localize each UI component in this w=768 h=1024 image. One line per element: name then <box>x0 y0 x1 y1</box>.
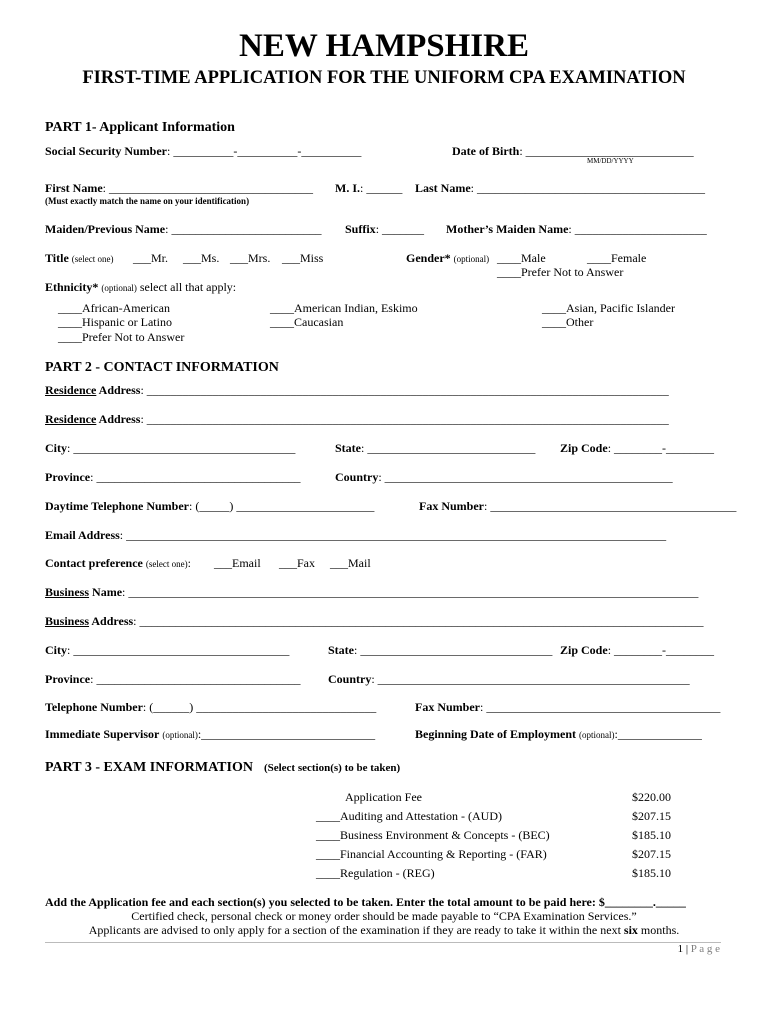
supervisor-label: Immediate Supervisor <box>45 727 160 741</box>
daytime-phone-field[interactable]: : (_____) _______________________ <box>189 499 375 513</box>
gender-option-male[interactable]: ____Male <box>497 251 546 265</box>
ssn-row[interactable] <box>45 145 361 157</box>
residence-address-field-1[interactable]: : _______________________________________________________________________________________ <box>140 383 669 397</box>
ethnicity-option-american-indian[interactable]: ____American Indian, Eskimo <box>270 301 418 315</box>
address-label: Address <box>89 614 134 628</box>
residence-word: Residence <box>45 383 97 397</box>
gender-row <box>406 252 489 264</box>
maiden-label: Maiden/Previous Name <box>45 222 166 236</box>
province-field[interactable]: : __________________________________ <box>90 470 301 484</box>
mi-row[interactable] <box>335 182 402 194</box>
title-label: Title <box>45 251 69 265</box>
fee-label[interactable]: ____Regulation - (REG) <box>316 866 435 880</box>
name-note: (Must exactly match the name on your identification) <box>45 196 250 206</box>
last-name-label: Last Name <box>415 181 471 195</box>
fee-amount: $207.15 <box>632 847 671 861</box>
ethnicity-option-asian[interactable]: ____Asian, Pacific Islander <box>542 301 675 315</box>
supervisor-field[interactable]: :_____________________________ <box>197 727 376 741</box>
contact-option-email[interactable]: ___Email <box>214 556 261 570</box>
fee-amount: $207.15 <box>632 809 671 823</box>
business-address-field[interactable]: : ______________________________________________________________________________________________ <box>133 614 704 628</box>
fee-label[interactable]: ____Financial Accounting & Reporting - (FAR) <box>316 847 547 861</box>
business-country-field[interactable]: : ____________________________________________________ <box>371 672 690 686</box>
country-field[interactable]: : ________________________________________________ <box>378 470 673 484</box>
dob-field[interactable]: : ____________________________ <box>519 144 694 158</box>
zip-label: Zip Code <box>560 441 608 455</box>
state-row[interactable] <box>335 442 535 454</box>
business-province-row[interactable] <box>45 673 300 685</box>
advice-emphasis: six <box>623 923 638 937</box>
last-name-row[interactable] <box>415 182 705 194</box>
telephone-row[interactable] <box>45 701 376 713</box>
business-fax-field[interactable]: : _______________________________________ <box>480 700 721 714</box>
fee-amount: $185.10 <box>632 866 671 880</box>
total-instruction[interactable]: Add the Application fee and each section(s) you selected to be taken. Enter the total amount to be paid here: $________._____ <box>45 895 686 909</box>
email-row[interactable] <box>45 529 666 541</box>
fee-amount: $185.10 <box>632 828 671 842</box>
city-row[interactable] <box>45 442 295 454</box>
daytime-phone-row[interactable] <box>45 500 374 512</box>
document-title: NEW HAMPSHIRE <box>238 28 529 64</box>
contact-preference-label: Contact preference <box>45 556 143 570</box>
dob-label: Date of Birth <box>452 144 520 158</box>
residence-word: Residence <box>45 412 97 426</box>
residence-address-row-1[interactable] <box>45 384 669 396</box>
business-word: Business <box>45 585 90 599</box>
suffix-field[interactable]: : _______ <box>375 222 425 236</box>
fax-field[interactable]: : _________________________________________ <box>484 499 737 513</box>
supervisor-row[interactable] <box>45 728 375 740</box>
business-city-row[interactable] <box>45 644 289 656</box>
begin-date-label: Beginning Date of Employment <box>415 727 577 741</box>
title-option-ms[interactable]: ___Ms. <box>183 251 220 265</box>
business-city-field[interactable]: : ____________________________________ <box>67 643 290 657</box>
gender-hint: (optional) <box>453 254 490 264</box>
title-row <box>45 252 114 264</box>
residence-address-field-2[interactable]: : _______________________________________________________________________________________ <box>140 412 669 426</box>
city-field[interactable]: : _____________________________________ <box>67 441 296 455</box>
gender-option-prefer-not[interactable]: ____Prefer Not to Answer <box>497 265 624 279</box>
gender-option-female[interactable]: ____Female <box>587 251 647 265</box>
title-hint: (select one) <box>71 254 114 264</box>
ssn-field[interactable]: : __________-__________-__________ <box>167 144 362 158</box>
page-footer <box>678 944 720 955</box>
contact-option-mail[interactable]: ___Mail <box>330 556 371 570</box>
ethnicity-option-prefer-not[interactable]: ____Prefer Not to Answer <box>58 330 185 344</box>
page-word: P a g e <box>690 943 720 955</box>
fax-label: Fax Number <box>419 499 484 513</box>
business-fax-row[interactable] <box>415 701 720 713</box>
begin-date-row[interactable] <box>415 728 702 740</box>
document-subtitle: FIRST-TIME APPLICATION FOR THE UNIFORM CPA EXAMINATION <box>82 68 686 88</box>
email-field[interactable]: : __________________________________________________________________________________________ <box>119 528 667 542</box>
suffix-row[interactable] <box>345 223 424 235</box>
part3-heading-note: (Select section(s) to be taken) <box>263 762 401 774</box>
ethnicity-option-african-american[interactable]: ____African-American <box>58 301 170 315</box>
mi-field[interactable]: : ______ <box>360 181 403 195</box>
business-name-field[interactable]: : _______________________________________________________________________________________________ <box>122 585 699 599</box>
fee-label[interactable]: ____Business Environment & Concepts - (BEC) <box>316 828 550 842</box>
dob-hint: MM/DD/YYYY <box>587 157 634 165</box>
title-option-mr[interactable]: ___Mr. <box>133 251 169 265</box>
business-zip-label: Zip Code <box>560 643 608 657</box>
begin-date-field[interactable]: :______________ <box>614 727 702 741</box>
ethnicity-option-hispanic[interactable]: ____Hispanic or Latino <box>58 315 172 329</box>
first-name-label: First Name <box>45 181 103 195</box>
advice-note <box>0 924 768 936</box>
business-zip-field[interactable]: : ________-________ <box>607 643 715 657</box>
daytime-phone-label: Daytime Telephone Number <box>45 499 189 513</box>
page-separator: | <box>683 943 691 955</box>
business-address-row[interactable] <box>45 615 704 627</box>
address-label: Address <box>96 383 141 397</box>
first-name-row[interactable] <box>45 182 313 194</box>
business-province-label: Province <box>45 672 91 686</box>
ethnicity-hint: (optional) <box>101 283 137 293</box>
mothers-maiden-label: Mother’s Maiden Name <box>446 222 569 236</box>
part3-heading-row <box>45 761 400 775</box>
page-number: 1 <box>677 943 684 955</box>
advice-text-end: months. <box>637 923 680 937</box>
footer-divider <box>45 942 721 943</box>
gender-label: Gender* <box>406 251 451 265</box>
business-state-field[interactable]: : ________________________________ <box>354 643 553 657</box>
business-fax-label: Fax Number <box>415 700 480 714</box>
province-label: Province <box>45 470 91 484</box>
advice-text-start: Applicants are advised to only apply for a section of the examination if they are ready to take it within the next <box>88 923 624 937</box>
business-state-label: State <box>328 643 354 657</box>
maiden-field[interactable]: : _________________________ <box>165 222 322 236</box>
business-zip-row[interactable] <box>560 644 714 656</box>
country-label: Country <box>335 470 379 484</box>
title-option-miss[interactable]: ___Miss <box>282 251 324 265</box>
business-state-row[interactable] <box>328 644 552 656</box>
payable-note: Certified check, personal check or money order should be made payable to “CPA Examination Services.” <box>131 909 637 923</box>
state-field[interactable]: : ____________________________ <box>361 441 536 455</box>
name-label: Name <box>89 585 123 599</box>
first-name-field[interactable]: : __________________________________ <box>102 181 313 195</box>
fax-row[interactable] <box>419 500 736 512</box>
city-label: City <box>45 441 67 455</box>
suffix-label: Suffix <box>345 222 376 236</box>
begin-date-hint: (optional) <box>579 730 615 740</box>
contact-preference-colon: : <box>187 556 191 570</box>
business-country-label: Country <box>328 672 372 686</box>
title-option-mrs[interactable]: ___Mrs. <box>230 251 271 265</box>
part2-heading: PART 2 - CONTACT INFORMATION <box>45 360 279 375</box>
maiden-row[interactable] <box>45 223 321 235</box>
ethnicity-instruction: select all that apply: <box>139 280 237 294</box>
country-row[interactable] <box>335 471 673 483</box>
zip-field[interactable]: : ________-________ <box>607 441 715 455</box>
business-country-row[interactable] <box>328 673 690 685</box>
state-label: State <box>335 441 361 455</box>
ethnicity-row <box>45 281 236 293</box>
residence-address-row-2[interactable] <box>45 413 669 425</box>
mothers-maiden-field[interactable]: : ______________________ <box>568 222 707 236</box>
email-label: Email Address <box>45 528 120 542</box>
contact-preference-row <box>45 557 191 569</box>
business-province-field[interactable]: : __________________________________ <box>90 672 301 686</box>
province-row[interactable] <box>45 471 300 483</box>
business-city-label: City <box>45 643 67 657</box>
business-name-row[interactable] <box>45 586 698 598</box>
mothers-maiden-row[interactable] <box>446 223 707 235</box>
part1-heading: PART 1- Applicant Information <box>45 120 235 135</box>
telephone-field[interactable]: : (______) ______________________________ <box>142 700 377 714</box>
supervisor-hint: (optional) <box>162 730 198 740</box>
fee-label[interactable]: ____Auditing and Attestation - (AUD) <box>316 809 502 823</box>
last-name-field[interactable]: : ______________________________________ <box>470 181 706 195</box>
ethnicity-option-caucasian[interactable]: ____Caucasian <box>270 315 344 329</box>
fee-amount: $220.00 <box>632 790 671 804</box>
business-word: Business <box>45 614 90 628</box>
address-label: Address <box>96 412 141 426</box>
ethnicity-label: Ethnicity* <box>45 280 99 294</box>
fee-label: Application Fee <box>345 790 422 804</box>
part3-heading: PART 3 - EXAM INFORMATION <box>45 760 253 775</box>
contact-option-fax[interactable]: ___Fax <box>279 556 315 570</box>
zip-row[interactable] <box>560 442 714 454</box>
mi-label: M. I. <box>335 181 360 195</box>
dob-row[interactable] <box>452 145 694 157</box>
ethnicity-option-other[interactable]: ____Other <box>542 315 594 329</box>
ssn-label: Social Security Number <box>45 144 167 158</box>
telephone-label: Telephone Number <box>45 700 143 714</box>
contact-preference-hint: (select one) <box>145 559 188 569</box>
